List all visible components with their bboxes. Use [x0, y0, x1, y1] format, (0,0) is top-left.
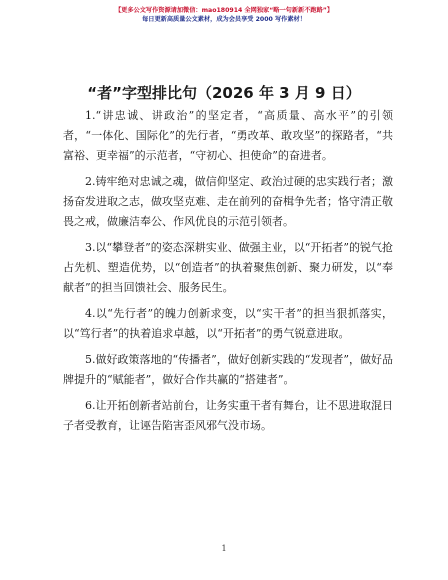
paragraph-text: 做好政策落地的“传播者”，做好创新实践的“发现者”，做好品牌提升的“赋能者”，做好合作共赢的“搭建者”。	[63, 353, 393, 386]
promo-banner	[0, 6, 448, 24]
paragraph-text: “讲忠诚、讲政治”的坚定者，“高质量、高水平”的引领者，“一体化、国际化”的先行者，“勇改革、敢攻坚”的探路者，“共富裕、更幸福”的示范者，“守初心、担使命”的奋进者。	[63, 109, 393, 162]
paragraph-number: 2.	[85, 175, 96, 188]
paragraph-6	[63, 396, 393, 436]
promo-banner-line-1: 【更多公文写作资源请加微信：mao180914 全网独家“略一句新新不跑路”】	[114, 7, 334, 14]
paragraph-2	[63, 172, 393, 232]
paragraph-1	[63, 106, 393, 166]
promo-banner-line-2: 每日更新高质量公文素材，成为会员享受 2000 写作素材！	[142, 16, 306, 23]
paragraph-text: 铸牢绝对忠诚之魂，做信仰坚定、政治过硬的忠实践行者；激扬奋发进取之志，做攻坚克难、走在前列的奋楫争先者；恪守清正敬畏之戒，做廉洁奉公、作风优良的示范引领者。	[63, 175, 393, 228]
document-body	[63, 106, 393, 442]
page-number: 1	[221, 544, 227, 553]
paragraph-number: 6.	[85, 399, 96, 412]
paragraph-text: 以“先行者”的魄力创新求变，以“实干者”的担当狠抓落实，以“笃行者”的执着追求卓越，以“开拓者”的勇气锐意进取。	[63, 307, 393, 340]
paragraph-number: 4.	[85, 307, 96, 320]
paragraph-3	[63, 238, 393, 298]
paragraph-number: 3.	[85, 241, 96, 254]
paragraph-4	[63, 304, 393, 344]
paragraph-number: 5.	[85, 353, 96, 366]
paragraph-text: 以“攀登者”的姿态深耕实业、做强主业，以“开拓者”的锐气抢占先机、塑造优势，以“创造者”的执着聚焦创新、聚力研发，以“奉献者”的担当回馈社会、服务民生。	[63, 241, 393, 294]
paragraph-number: 1.	[85, 109, 96, 122]
document-title: “者”字型排比句（2026 年 3 月 9 日）	[87, 84, 361, 102]
paragraph-text: 让开拓创新者站前台，让务实重干者有舞台，让不思进取混日子者受教育，让诬告陷害歪风邪气没市场。	[63, 399, 393, 432]
paragraph-5	[63, 350, 393, 390]
